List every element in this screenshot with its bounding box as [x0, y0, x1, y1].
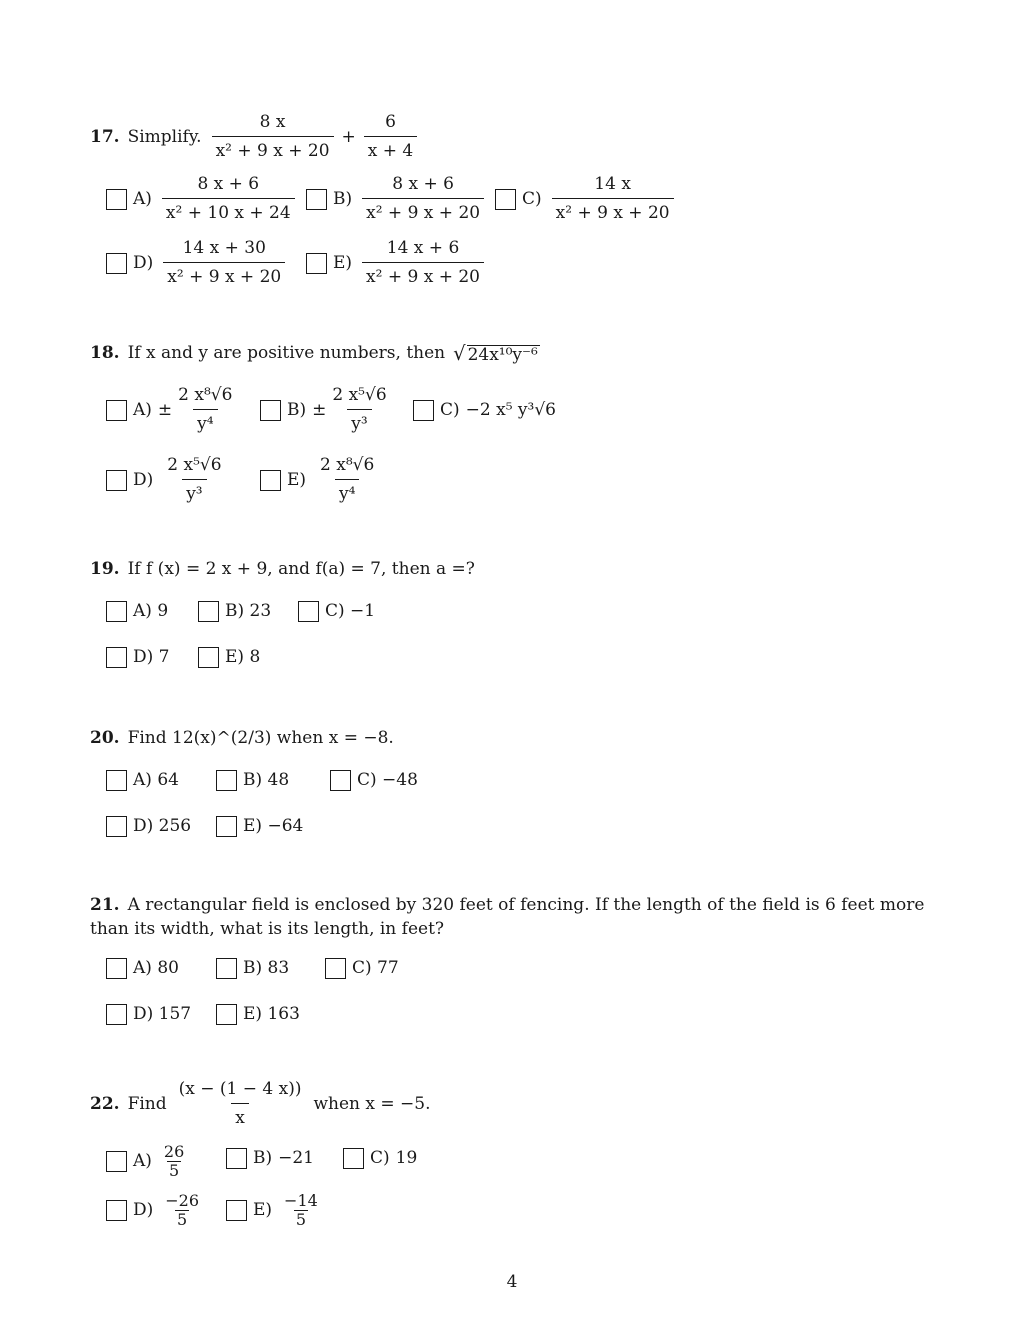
q17-number: 17.	[90, 126, 120, 147]
q22-option-a[interactable]	[106, 1144, 190, 1179]
q18-stem	[90, 344, 540, 364]
q21-prompt: A rectangular field is enclosed by 320 feet of fencing. If the length of the field is 6 feet more than its width, what is its length, in feet?	[90, 895, 925, 939]
q17-option-b-label: B)	[333, 188, 353, 209]
q22-option-e-num: −14	[284, 1191, 318, 1210]
q22-option-a-label: A)	[133, 1151, 152, 1171]
q18-option-a[interactable]	[106, 387, 240, 433]
q17-term1	[212, 114, 334, 160]
q17-option-d-num: 14 x + 30	[182, 238, 266, 258]
q17-option-b[interactable]	[306, 176, 488, 222]
q17-option-c-checkbox[interactable]	[495, 189, 516, 210]
q20-option-b-checkbox[interactable]	[216, 770, 237, 791]
q21-option-d-checkbox[interactable]	[106, 1004, 127, 1025]
q18-option-b-prefix: ±	[312, 399, 327, 420]
q22-option-b-checkbox[interactable]	[226, 1148, 247, 1169]
q20-prompt: Find 12(x)^(2/3) when x = −8.	[127, 728, 394, 748]
q21-option-c[interactable]	[325, 958, 399, 979]
q22-option-d-num: −26	[165, 1191, 200, 1210]
q18-option-c-label: C)	[440, 400, 460, 420]
sqrt-symbol-icon: √	[453, 342, 466, 365]
q17-prompt: Simplify.	[127, 126, 202, 147]
q18-option-a-checkbox[interactable]	[106, 400, 127, 421]
q17-option-a-den: x² + 10 x + 24	[162, 198, 295, 222]
page-number: 4	[506, 1272, 518, 1292]
q17-option-d-den: x² + 9 x + 20	[163, 262, 285, 286]
q17-option-b-den: x² + 9 x + 20	[362, 198, 484, 222]
q21-option-b[interactable]	[216, 958, 289, 979]
q18-option-a-fraction	[174, 387, 236, 433]
q18-option-c-checkbox[interactable]	[413, 400, 434, 421]
q22-expression-den: x	[231, 1103, 249, 1127]
q18-option-d[interactable]	[106, 457, 230, 503]
q17-option-a-checkbox[interactable]	[106, 189, 127, 210]
q20-option-a-text: A) 64	[133, 770, 179, 790]
q18-option-a-num: 2 x⁸√6	[178, 385, 233, 405]
q22-option-d-den: 5	[177, 1210, 188, 1229]
q17-option-a-label: A)	[133, 188, 152, 209]
q19-number: 19.	[90, 559, 120, 579]
q17-option-c-den: x² + 9 x + 20	[552, 198, 674, 222]
q19-option-e-checkbox[interactable]	[198, 647, 219, 668]
q22-option-e-fraction	[282, 1193, 320, 1228]
q18-option-e-fraction	[316, 457, 378, 503]
q18-option-c[interactable]	[413, 400, 556, 421]
q18-option-a-den: y⁴	[193, 409, 217, 433]
q17-stem	[90, 114, 421, 160]
q18-option-e-num: 2 x⁸√6	[320, 455, 375, 475]
q18-option-a-prefix: ±	[157, 399, 173, 420]
q22-option-c-text: 19	[395, 1148, 418, 1168]
q19-option-d-text: D) 7	[133, 647, 170, 667]
q22-option-b-label: B)	[253, 1148, 273, 1168]
q20-option-c-text: C) −48	[357, 770, 418, 790]
q19-option-a[interactable]	[106, 601, 168, 622]
q20-option-b[interactable]	[216, 770, 289, 791]
q22-option-a-fraction	[162, 1144, 186, 1179]
q20-option-a[interactable]	[106, 770, 179, 791]
q22-option-d-fraction	[163, 1193, 201, 1228]
q20-option-e[interactable]	[216, 816, 303, 837]
q19-option-d-checkbox[interactable]	[106, 647, 127, 668]
q22-option-b[interactable]	[226, 1148, 314, 1169]
q22-prompt-post: when x = −5.	[313, 1093, 431, 1114]
q17-option-c-num: 14 x	[594, 174, 631, 194]
q18-option-b-num: 2 x⁵√6	[332, 385, 387, 405]
q18-option-c-text: −2 x⁵ y³√6	[465, 400, 556, 420]
q19-stem	[90, 561, 475, 578]
q21-option-a[interactable]	[106, 958, 179, 979]
q19-option-c-text: C) −1	[325, 601, 376, 621]
q20-option-b-text: B) 48	[243, 770, 290, 790]
q22-expression	[175, 1081, 306, 1127]
q22-option-d-checkbox[interactable]	[106, 1200, 127, 1221]
q22-option-e-den: 5	[295, 1210, 307, 1229]
q19-option-a-checkbox[interactable]	[106, 601, 127, 622]
q21-option-d[interactable]	[106, 1004, 191, 1025]
q19-option-b-text: B) 23	[225, 601, 272, 621]
q17-option-c[interactable]	[495, 176, 678, 222]
q20-option-e-checkbox[interactable]	[216, 816, 237, 837]
q21-option-b-text: B) 83	[243, 958, 290, 978]
q17-option-b-num: 8 x + 6	[392, 174, 454, 194]
q17-option-b-checkbox[interactable]	[306, 189, 327, 210]
q20-stem	[90, 730, 394, 747]
q18-option-b-fraction	[328, 387, 390, 433]
q22-option-d-label: D)	[133, 1200, 154, 1220]
q22-option-c[interactable]	[343, 1148, 417, 1169]
q17-option-d-label: D)	[133, 252, 154, 273]
q17-option-e[interactable]	[306, 240, 488, 286]
q19-option-e-text: E) 8	[225, 647, 261, 667]
q22-option-c-checkbox[interactable]	[343, 1148, 364, 1169]
q20-option-d-checkbox[interactable]	[106, 816, 127, 837]
q18-option-e-checkbox[interactable]	[260, 470, 281, 491]
q18-option-b-label: B)	[287, 399, 307, 420]
q19-option-c-checkbox[interactable]	[298, 601, 319, 622]
q22-expression-num: (x − (1 − 4 x))	[178, 1079, 302, 1099]
q18-option-e[interactable]	[260, 457, 382, 503]
q17-option-a-fraction	[162, 176, 295, 222]
q18-option-b[interactable]	[260, 387, 395, 433]
q17-term1-den: x² + 9 x + 20	[212, 136, 334, 160]
q17-term1-num: 8 x	[259, 112, 286, 132]
q21-stem	[90, 893, 935, 941]
q17-term2-den: x + 4	[364, 136, 417, 160]
q21-option-a-checkbox[interactable]	[106, 958, 127, 979]
q21-number: 21.	[90, 895, 120, 915]
q21-option-e-text: E) 163	[243, 1004, 300, 1024]
q21-option-a-text: A) 80	[133, 958, 179, 978]
q18-number: 18.	[90, 343, 120, 364]
q18-prompt: If x and y are positive numbers, then	[127, 343, 446, 364]
q19-option-b-checkbox[interactable]	[198, 601, 219, 622]
q20-option-c[interactable]	[330, 770, 418, 791]
q18-option-e-label: E)	[287, 469, 307, 490]
q17-term2-num: 6	[385, 112, 396, 132]
q19-option-d[interactable]	[106, 647, 169, 668]
q22-stem	[90, 1081, 431, 1127]
q22-prompt-pre: Find	[127, 1093, 167, 1114]
q20-option-a-checkbox[interactable]	[106, 770, 127, 791]
q22-option-e[interactable]	[226, 1193, 324, 1228]
q19-option-c[interactable]	[298, 601, 375, 622]
q21-option-b-checkbox[interactable]	[216, 958, 237, 979]
q17-option-b-fraction	[362, 176, 484, 222]
q22-option-a-den: 5	[169, 1161, 180, 1180]
q17-option-e-fraction	[362, 240, 484, 286]
q18-option-a-label: A)	[133, 399, 152, 420]
q21-option-c-checkbox[interactable]	[325, 958, 346, 979]
q18-option-b-checkbox[interactable]	[260, 400, 281, 421]
q17-option-d-fraction	[163, 240, 285, 286]
q19-prompt: If f (x) = 2 x + 9, and f(a) = 7, then a =?	[127, 559, 475, 579]
q21-option-e[interactable]	[216, 1004, 300, 1025]
q20-option-d-text: D) 256	[133, 816, 192, 836]
q19-option-b[interactable]	[198, 601, 271, 622]
q18-option-e-den: y⁴	[335, 479, 359, 503]
q21-option-d-text: D) 157	[133, 1004, 192, 1024]
q18-option-d-num: 2 x⁵√6	[167, 455, 222, 475]
q17-option-e-checkbox[interactable]	[306, 253, 327, 274]
q17-option-c-label: C)	[522, 188, 542, 209]
q18-option-d-den: y³	[182, 479, 206, 503]
q17-option-e-num: 14 x + 6	[386, 238, 460, 258]
q17-plus: +	[341, 126, 356, 147]
q22-option-a-num: 26	[163, 1142, 185, 1161]
q17-option-a[interactable]	[106, 176, 299, 222]
q18-radical	[453, 344, 540, 364]
q17-option-a-num: 8 x + 6	[197, 174, 260, 194]
q20-option-e-text: E) −64	[243, 816, 304, 836]
q17-option-e-den: x² + 9 x + 20	[362, 262, 484, 286]
q20-option-d[interactable]	[106, 816, 191, 837]
q18-option-d-checkbox[interactable]	[106, 470, 127, 491]
q17-option-d-checkbox[interactable]	[106, 253, 127, 274]
q18-option-b-den: y³	[347, 409, 371, 433]
q21-option-c-text: C) 77	[352, 958, 399, 978]
q17-option-e-label: E)	[333, 252, 353, 273]
q22-option-e-checkbox[interactable]	[226, 1200, 247, 1221]
q22-option-a-checkbox[interactable]	[106, 1151, 127, 1172]
q18-option-d-label: D)	[133, 469, 154, 490]
q19-option-e[interactable]	[198, 647, 260, 668]
q22-option-d[interactable]	[106, 1193, 205, 1228]
q21-option-e-checkbox[interactable]	[216, 1004, 237, 1025]
q17-option-d[interactable]	[106, 240, 289, 286]
q20-number: 20.	[90, 728, 120, 748]
q18-radicand: 24x¹⁰y⁻⁶	[467, 344, 538, 365]
q17-option-c-fraction	[552, 176, 674, 222]
q18-option-d-fraction	[163, 457, 225, 503]
q20-option-c-checkbox[interactable]	[330, 770, 351, 791]
q22-option-c-label: C)	[370, 1148, 390, 1168]
q22-number: 22.	[90, 1093, 120, 1114]
q17-term2	[364, 114, 417, 160]
q22-option-b-text: −21	[278, 1148, 315, 1168]
q22-option-e-label: E)	[253, 1200, 273, 1220]
q19-option-a-text: A) 9	[133, 601, 169, 621]
